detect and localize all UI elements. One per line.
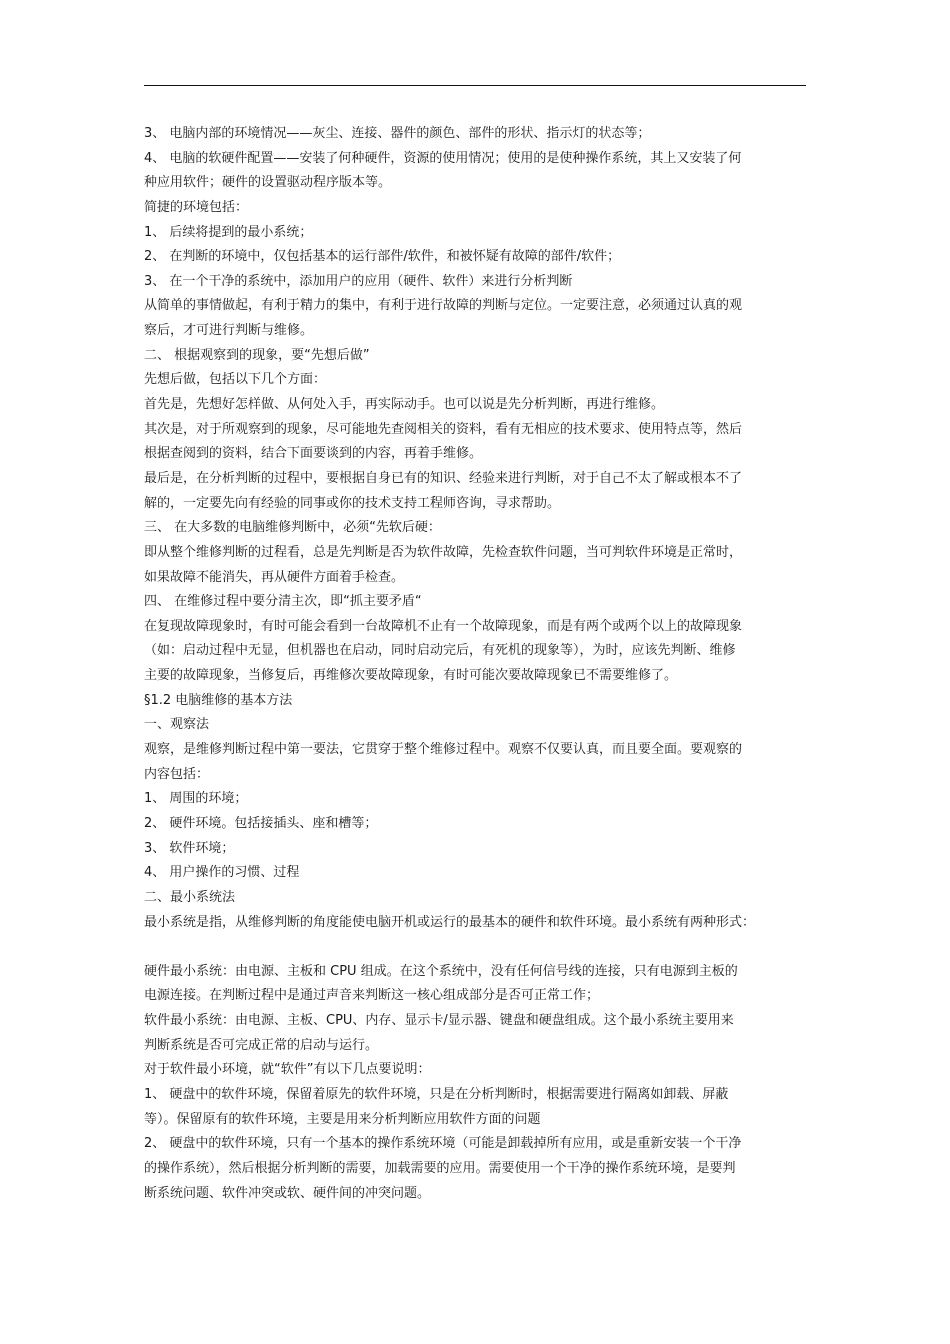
text-line: 电源连接。在判断过程中是通过声音来判断这一核心组成部分是否可正常工作； [144, 988, 600, 1004]
text-line: 硬件最小系统：由电源、主板和 CPU 组成。在这个系统中，没有任何信号线的连接，只有电源到主板的 [144, 963, 738, 979]
text-line: 先想后做，包括以下几个方面： [144, 372, 327, 388]
section-heading: 四、 在维修过程中要分清主次，即“抓主要矛盾“ [144, 594, 422, 610]
text-line: 等）。保留原有的软件环境，主要是用来分析判断应用软件方面的问题 [144, 1111, 541, 1127]
text-line: 判断系统是否可完成正常的启动与运行。 [144, 1037, 379, 1053]
section-heading: 三、 在大多数的电脑维修判断中，必须“先软后硬： [144, 520, 441, 536]
text-line: 从简单的事情做起，有利于精力的集中，有利于进行故障的判断与定位。一定要注意，必须通过认真的观 [144, 298, 743, 314]
section-heading: 一、观察法 [144, 717, 210, 733]
text-line: 察后，才可进行判断与维修。 [144, 323, 314, 339]
section-heading: 二、最小系统法 [144, 889, 236, 905]
header-rule [144, 85, 806, 86]
list-item: 4、 用户操作的习惯、过程 [144, 865, 300, 881]
text-line: 首先是，先想好怎样做、从何处入手，再实际动手。也可以说是先分析判断，再进行维修。 [144, 397, 665, 413]
list-item: 2、 硬盘中的软件环境，只有一个基本的操作系统环境（可能是卸载掉所有应用，或是重新安装一个干净 [144, 1136, 742, 1152]
document-body [144, 122, 812, 1206]
text-line: 软件最小系统：由电源、主板、CPU、内存、显示卡/显示器、键盘和硬盘组成。这个最小系统主要用来 [144, 1013, 734, 1029]
text-line: 如果故障不能消失，再从硬件方面着手检查。 [144, 569, 405, 585]
text-line: 内容包括： [144, 766, 210, 782]
text-line: 的操作系统），然后根据分析判断的需要，加载需要的应用。需要使用一个干净的操作系统环境，是要判 [144, 1160, 736, 1176]
list-item: 1、 周围的环境； [144, 791, 248, 807]
text-line: 对于软件最小环境，就“软件”有以下几点要说明： [144, 1062, 431, 1078]
text-line: 2、 在判断的环境中，仅包括基本的运行部件/软件，和被怀疑有故障的部件/软件； [144, 249, 621, 265]
list-item: 2、 硬件环境。包括接插头、座和槽等； [144, 815, 378, 831]
text-line: 最后是，在分析判断的过程中，要根据自身已有的知识、经验来进行判断，对于自己不太了解或根本不了 [144, 470, 743, 486]
text-line: 在复现故障现象时，有时可能会看到一台故障机不止有一个故障现象，而是有两个或两个以上的故障现象 [144, 618, 743, 634]
list-item: 1、 硬盘中的软件环境，保留着原先的软件环境，只是在分析判断时，根据需要进行隔离如卸载、屏蔽 [144, 1086, 729, 1102]
text-line: 即从整个维修判断的过程看，总是先判断是否为软件故障，先检查软件问题，当可判软件环境是正常时， [144, 544, 743, 560]
text-line: 根据查阅到的资料，结合下面要谈到的内容，再着手维修。 [144, 446, 483, 462]
text-line: 断系统问题、软件冲突或软、硬件间的冲突问题。 [144, 1185, 431, 1201]
text-line: 主要的故障现象，当修复后，再维修次要故障现象，有时可能次要故障现象已不需要维修了。 [144, 668, 678, 684]
chapter-heading: §1.2 电脑维修的基本方法 [144, 692, 293, 708]
text-line: （如：启动过程中无显，但机器也在启动，同时启动完后，有死机的现象等），为时，应该先判断、维修 [144, 643, 736, 659]
text-line: 解的，一定要先向有经验的同事或你的技术支持工程师咨询，寻求帮助。 [144, 495, 561, 511]
text-line: 简捷的环境包括： [144, 199, 249, 215]
list-item: 3、 软件环境； [144, 840, 235, 856]
text-line: 4、 电脑的软硬件配置——安装了何种硬件，资源的使用情况；使用的是使种操作系统，其上又安装了何 [144, 150, 742, 166]
text-line: 3、 电脑内部的环境情况——灰尘、连接、器件的颜色、部件的形状、指示灯的状态等； [144, 126, 651, 141]
text-line: 1、 后续将提到的最小系统； [144, 224, 313, 240]
section-heading: 二、 根据观察到的现象，要“先想后做” [144, 347, 370, 363]
text-line: 观察，是维修判断过程中第一要法，它贯穿于整个维修过程中。观察不仅要认真，而且要全面。要观察的 [144, 742, 743, 758]
text-line: 最小系统是指，从维修判断的角度能使电脑开机或运行的最基本的硬件和软件环境。最小系统有两种形式： [144, 914, 756, 930]
text-line: 3、 在一个干净的系统中，添加用户的应用（硬件、软件）来进行分析判断 [144, 273, 573, 289]
text-line: 其次是，对于所观察到的现象，尽可能地先查阅相关的资料，看有无相应的技术要求、使用特点等，然后 [144, 421, 743, 437]
text-line: 种应用软件；硬件的设置驱动程序版本等。 [144, 175, 392, 191]
blank-line [144, 935, 812, 960]
